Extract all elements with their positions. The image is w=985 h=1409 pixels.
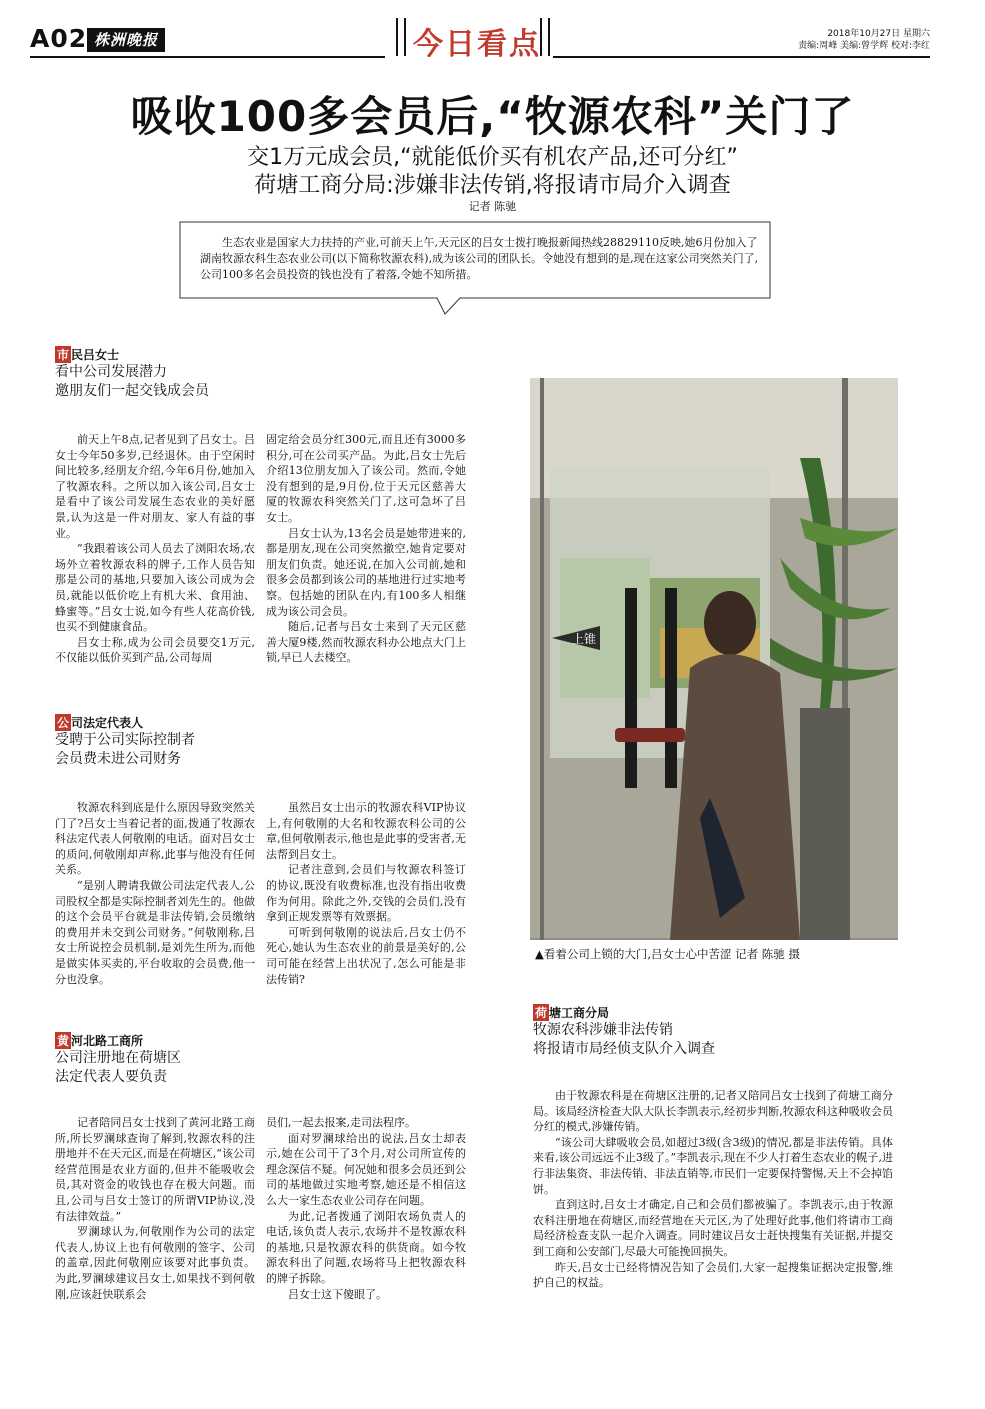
lead-paragraph: 生态农业是国家大力扶持的产业,可前天上午,天元区的吕女士拨打晚报新闻热线28829110反映,她6月份加入了湖南牧源农科生态农业公司(以下简称牧源农科),成为该公司的团队长。令她没有想到的是,现在这家公司突然关门了,公司100多名会员投资的钱也没有了着落,令她不知所措。	[200, 236, 759, 281]
masthead-rule-right	[553, 56, 930, 58]
subtitle-2: 荷塘工商分局:涉嫌非法传销,将报请市局介入调查	[254, 173, 731, 198]
byline: 记者 陈驰	[468, 200, 517, 213]
paragraph: 吕女士认为,13名会员是她带进来的,都是朋友,现在公司突然撤空,她肯定要对朋友们负责。她还说,在加入公司前,她和很多会员都到该公司的基地进行过实地考察。包括她的团队在内,有100多人相继成为该公司会员。	[266, 526, 466, 618]
photo-sign-text: 上锥	[572, 632, 597, 646]
paragraph: 虽然吕女士出示的牧源农科VIP协议上,有何敬刚的大名和牧源农科公司的公章,但何敬刚表示,他也是此事的受害者,无法帮到吕女士。	[266, 801, 466, 861]
section-2-title-2: 会员费未进公司财务	[55, 751, 181, 767]
section-bar-right	[540, 18, 550, 56]
paragraph: 记者陪同吕女士找到了黄河北路工商所,所长罗澜球查询了解到,牧源农科的注册地并不在天元区,而是在荷塘区,“该公司经营范围是农业方面的,但并不能吸收会员,其对资金的收钱也存在极大问题。而且,公司与吕女士签订的所谓VIP协议,没有法律效益。”	[55, 1116, 255, 1223]
section-1-column-1	[55, 432, 255, 666]
paragraph: 记者注意到,会员们与牧源农科签订的协议,既没有收费标准,也没有指出收费作为何用。除此之外,交钱的会员们,没有拿到正规发票等有效票据。	[266, 863, 466, 924]
section-3-title-2: 法定代表人要负责	[55, 1069, 167, 1085]
section-4-title-1: 牧源农科涉嫌非法传销	[533, 1022, 673, 1038]
photo-illustration	[530, 378, 898, 940]
section-bar-left	[396, 18, 406, 56]
paragraph: 固定给会员分红300元,而且还有3000多积分,可在公司买产品。为此,吕女士先后介绍13位朋友加入了该公司。然而,令她没有想到的是,9月份,位于天元区慈善大厦的牧源农科突然关门了,这可急坏了吕女士。	[266, 433, 466, 524]
paragraph: 吕女士这下傻眼了。	[288, 1287, 387, 1301]
paragraph: “该公司大肆吸收会员,如超过3级(含3级)的情况,都是非法传销。具体来看,该公司远远不止3级了。”李凯表示,现在不少人打着生态农业的幌子,进行非法集资、非法传销、非法直销等,市民们一定要保持警惕,天上不会掉馅饼。	[533, 1135, 893, 1196]
section-3-header	[55, 1032, 355, 1087]
paragraph: 由于牧源农科是在荷塘区注册的,记者又陪同吕女士找到了荷塘工商分局。该局经济检查大队大队长李凯表示,经初步判断,牧源农科这种吸收会员分红的模式,涉嫌传销。	[533, 1089, 893, 1134]
section-2-tag: 公	[57, 716, 70, 730]
section-4-kicker: 塘工商分局	[549, 1006, 610, 1020]
section-3-kicker: 河北路工商所	[71, 1034, 144, 1048]
section-1-column-2	[266, 432, 466, 666]
section-3-column-1	[55, 1115, 255, 1302]
section-2-column-1	[55, 800, 255, 987]
section-1-kicker: 民吕女士	[71, 348, 120, 362]
section-4-header	[533, 1004, 893, 1059]
section-4-tag: 荷	[535, 1006, 548, 1020]
paragraph: 为此,记者拨通了浏阳农场负责人的电话,该负责人表示,农场并不是牧源农科的基地,只是牧源农科的供货商。如今牧源农科出了问题,农场将马上把牧源农科的牌子拆除。	[266, 1209, 466, 1285]
subtitle-1: 交1万元成会员,“就能低价买有机农产品,还可分红”	[247, 145, 738, 170]
page-number: A02	[30, 24, 88, 53]
issue-date: 2018年10月27日 星期六	[827, 29, 930, 39]
masthead-rule-left	[30, 56, 385, 58]
paragraph: 员们,一起去报案,走司法程序。	[266, 1116, 416, 1129]
section-2-header	[55, 714, 355, 769]
headline: 吸收100多会员后,“牧源农科”关门了	[130, 92, 855, 141]
section-title: 今日看点	[413, 27, 541, 62]
editor-credits: 责编:周峰 美编:曾学辉 校对:李红	[798, 41, 930, 51]
paragraph: 可听到何敬刚的说法后,吕女士仍不死心,她认为生态农业的前景是美好的,公司可能在经营上出状况了,怎么可能是非法传销?	[266, 925, 466, 986]
paragraph: 牧源农科到底是什么原因导致突然关门了?吕女士当着记者的面,拨通了牧源农科法定代表人何敬刚的电话。面对吕女士的质问,何敬刚却声称,此事与他没有任何关系。	[55, 801, 255, 877]
section-4-column	[533, 1088, 893, 1291]
section-2-kicker: 司法定代表人	[71, 716, 144, 730]
section-2-column-2	[266, 800, 466, 987]
section-1-header	[55, 346, 355, 401]
section-1-tag: 市	[57, 348, 70, 362]
paragraph: 罗澜球认为,何敬刚作为公司的法定代表人,协议上也有何敬刚的签字、公司的盖章,因此何敬刚应该要对此事负责。为此,罗澜球建议吕女士,如果找不到何敬刚,应该赶快联系会	[55, 1225, 255, 1301]
paragraph: 吕女士称,成为公司会员要交1万元,不仅能以低价买到产品,公司每周	[55, 635, 255, 665]
paragraph: 随后,记者与吕女士来到了天元区慈善大厦9楼,然而牧源农科办公地点大门上锁,早已人去楼空。	[266, 620, 466, 665]
paper-logo: 株洲晚报	[87, 28, 165, 52]
section-2-title-1: 受聘于公司实际控制者	[55, 732, 195, 748]
section-4-title-2: 将报请市局经侦支队介入调查	[533, 1041, 715, 1057]
section-1-title-2: 邀朋友们一起交钱成会员	[55, 383, 209, 399]
masthead-meta	[790, 28, 930, 52]
section-3-column-2	[266, 1115, 466, 1302]
paragraph: “我跟着该公司人员去了浏阳农场,农场外立着牧源农科的牌子,工作人员告知那是公司的基地,只要加入该公司成为会员,就能以低价吃上有机大米、食用油、蜂蜜等。”吕女士说,如今有些人花高价钱,也买不到健康食品。	[55, 542, 255, 634]
paragraph: 直到这时,吕女士才确定,自己和会员们都被骗了。李凯表示,由于牧源农科注册地在荷塘区,而经营地在天元区,为了处理好此事,他们将请市工商局经济检查支队一起介入调查。同时建议吕女士赶快搜集有关证据,并提交到工商和公安部门,尽最大可能挽回损失。	[533, 1198, 893, 1258]
section-1-title-1: 看中公司发展潜力	[55, 364, 167, 380]
photo-caption: ▲看着公司上锁的大门,吕女士心中苦涩 记者 陈驰 摄	[535, 947, 800, 961]
section-3-tag: 黄	[57, 1034, 70, 1048]
paragraph: 面对罗澜球给出的说法,吕女士却表示,她在公司干了3个月,对公司所宣传的理念深信不疑。何况她和很多会员还到公司的基地做过实地考察,她还是不相信这么大一家生态农业公司存在问题。	[266, 1131, 466, 1207]
paragraph: 前天上午8点,记者见到了吕女士。吕女士今年50多岁,已经退休。由于空闲时间比较多,经朋友介绍,今年6月份,她加入了牧源农科。之所以加入该公司,吕女士是看中了该公司发展生态农业的美好愿景,认为这是一件对朋友、家人有益的事业。	[55, 433, 255, 540]
paragraph: 昨天,吕女士已经将情况告知了会员们,大家一起搜集证据决定报警,维护自己的权益。	[533, 1260, 893, 1290]
paragraph: “是别人聘请我做公司法定代表人,公司股权全都是实际控制者刘先生的。他做的这个会员平台就是非法传销,会员缴纳的费用并未交到公司财务。”何敬刚称,吕女士所说控会员机制,是刘先生所为,而他是做实体买卖的,平台收取的会员费,他一分也没拿。	[55, 878, 255, 986]
news-photo	[530, 378, 898, 940]
section-3-title-1: 公司注册地在荷塘区	[55, 1050, 181, 1066]
